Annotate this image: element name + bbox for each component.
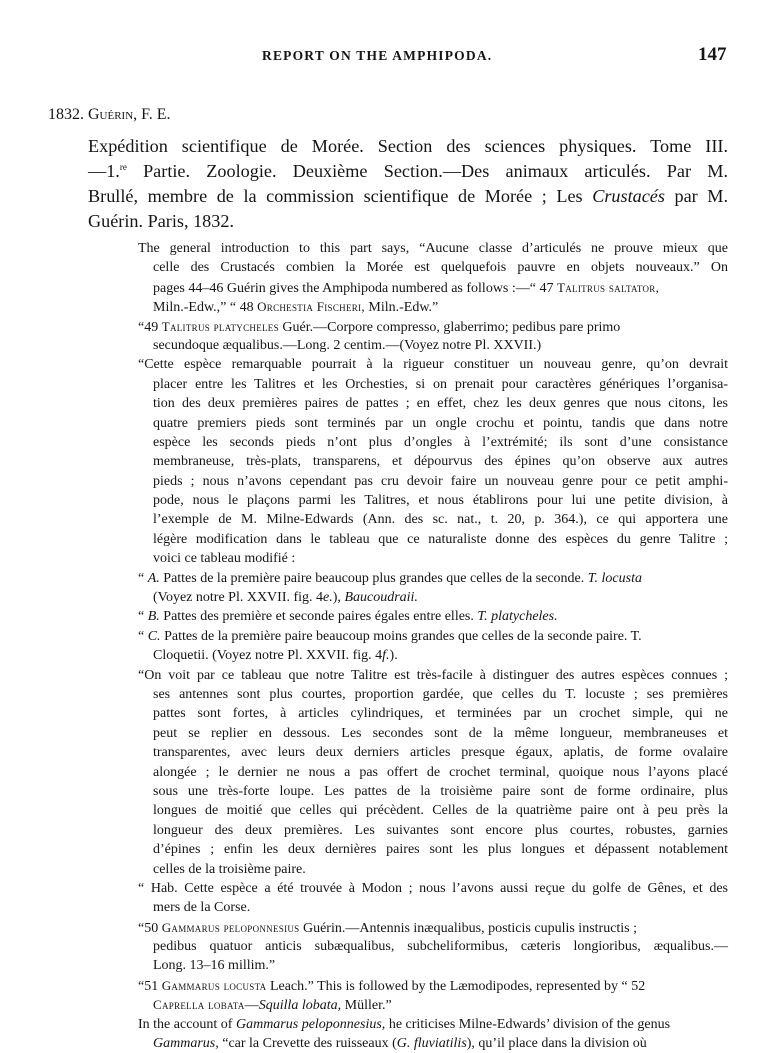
paragraph-description: [138, 355, 728, 568]
species-italic: T. locusta: [587, 570, 642, 586]
text-run: ),: [332, 590, 345, 606]
citation-italic: Crustacés: [592, 186, 665, 206]
species-italic: Gammarus,: [153, 1036, 219, 1052]
paragraph-table-b: [138, 607, 728, 626]
text-line: Long. 13–16 millim.”: [153, 958, 276, 974]
text-line: [138, 1015, 728, 1034]
text-line: légère modification dans le tableau que ce naturaliste donne des espèces du genre Talitre ;: [153, 531, 728, 547]
text-line: l’exemple de M. Milne-Edwards (Ann. des sc. nat., t. 20, p. 364.), ce qui apportera une: [153, 512, 728, 528]
text-line: espèce les seconds pieds n’ont plus d’ongles à l’extrémité; ils sont d’une consistance: [153, 434, 728, 450]
text-run: Guér.—Corpore compresso, glaberrimo; pedibus pare primo: [278, 319, 621, 335]
text-line: longues de moitié que celles qui précèdent. Celles de la quatrième paire ont à peu près la: [153, 803, 728, 819]
text-line: [138, 918, 728, 937]
text-line: secundoque æqualibus.—Long. 2 centim.—(Voyez notre Pl. XXVII.): [153, 337, 542, 353]
citation-block: [88, 134, 728, 234]
text-line: [138, 995, 728, 1014]
paragraph-table-a: [138, 569, 728, 608]
text-run: —: [244, 998, 259, 1014]
citation-line: [88, 184, 728, 209]
text-line: [138, 278, 728, 297]
item-letter: C.: [147, 628, 161, 644]
text-line: [138, 976, 728, 995]
text-run: Leach.” This is followed by the Læmodipodes, represented by “ 52: [266, 978, 646, 994]
entry-heading: [48, 106, 171, 124]
species-italic: G. fluviatilis: [396, 1036, 467, 1052]
text-run: “car la Crevette des ruisseaux (: [218, 1036, 397, 1052]
text-line: peut se replier en dessous. Les secondes sont de la même longueur, membraneuses et: [153, 725, 728, 741]
text-line: d’épines ; enfin les deux dernières paires sont les plus longues et dépassent notablement: [153, 842, 728, 858]
text-run: Cloquetii. (Voyez notre Pl. XXVII. fig. 4: [153, 648, 383, 664]
running-title: REPORT ON THE AMPHIPODA.: [262, 48, 493, 63]
paragraph-entry-50: [138, 918, 728, 976]
species-italic: Baucoudraii.: [344, 590, 418, 606]
text-run: “: [138, 570, 148, 586]
text-run: Miln.-Edw.”: [364, 300, 439, 316]
paragraph-entry-49: [138, 317, 728, 356]
species-name: Talitrus saltator,: [556, 279, 660, 295]
text-line: longueur des deux premières. Les suivantes sont encore plus courtes, robustes, garnies: [153, 822, 728, 838]
citation-text: Brullé, membre de la commission scientifique de Morée ; Les: [88, 186, 593, 206]
text-line: mers de la Corse.: [153, 900, 251, 916]
text-run: Guérin.—Antennis inæqualibus, posticis cupulis instructis ;: [299, 920, 638, 936]
species-name: Gammarus locusta: [161, 977, 267, 993]
text-run: Müller.”: [341, 998, 392, 1014]
species-name: Talitrus platycheles: [161, 318, 279, 334]
figure-letter: e.: [323, 590, 333, 606]
text-line: ses antennes sont plus courtes, proportion gardée, que celles du T. locuste ; ses premières: [153, 686, 728, 702]
figure-letter: f.: [382, 648, 390, 664]
text-line: quatre premiers pieds sont terminés par un ongle crochu et pointu, tandis que dans notre: [153, 415, 728, 431]
text-line: transparentes, avec leurs deux derniers articles presque égaux, aplatis, de forme ovalaire: [153, 745, 728, 761]
text-line: “ Hab. Cette espèce a été trouvée à Modon ; nous l’avons aussi reçue du golfe de Gênes, et des: [138, 880, 728, 896]
text-run: “: [138, 609, 148, 625]
item-letter: A.: [147, 570, 160, 586]
text-line: sous une très-forte loupe. Les pattes de la troisième paire sont de forme ordinaire, plus: [153, 783, 728, 799]
text-run: “51: [138, 978, 162, 994]
text-line: [138, 297, 728, 316]
text-line: celle des Crustacés combien la Morée est quelquefois pauvre en objets nouveaux.” On: [153, 260, 728, 276]
text-line: [138, 569, 728, 588]
citation-superscript: re: [119, 161, 127, 172]
paragraph-entry-51: [138, 976, 728, 1015]
citation-text: —1.: [88, 161, 120, 181]
page-number: 147: [698, 44, 727, 65]
text-line: pedibus quatuor anticis subæqualibus, subcheliformibus, cæteris longioribus, æqualibus.—: [153, 939, 728, 955]
text-line: [138, 1034, 728, 1053]
text-run: Pattes des première et seconde paires égales entre elles.: [159, 609, 478, 625]
text-run: “: [138, 628, 148, 644]
text-line: tion des deux premières paires de pattes ; en effet, chez les deux genres que nous citons, les: [153, 396, 728, 412]
paragraph-criticism: [138, 1015, 728, 1053]
text-run: Miln.-Edw.,” “ 48: [153, 300, 258, 316]
citation-text: par M.: [664, 186, 728, 206]
species-italic: T. platycheles.: [477, 609, 558, 625]
text-run: (Voyez notre Pl. XXVII. fig. 4: [153, 590, 324, 606]
species-name: Gammarus peloponnesius: [161, 919, 300, 935]
text-line: [138, 588, 728, 607]
text-line: pode, nous le plaçons parmi les Talitres, et nous établirons pour lui une petite division, à: [153, 493, 728, 509]
text-line: pattes sont fortes, à articles cylindriques, et terminées par un crochet simple, qui ne: [153, 706, 728, 722]
entry-author: Guérin, F. E.: [88, 106, 171, 123]
text-line: membraneuse, très-plats, transparens, et dépourvus des épines qu’on observe aux autres: [153, 454, 728, 470]
text-line: pieds ; nous n’avons cependant pas cru devoir faire un nouveau genre pour ce petit amphi-: [153, 473, 728, 489]
text-run: ).: [389, 648, 398, 664]
text-run: Pattes de la première paire beaucoup plus grandes que celles de la seconde.: [159, 570, 588, 586]
text-run: he criticises Milne-Edwards’ division of the genus: [385, 1016, 671, 1032]
citation-line: Guérin. Paris, 1832.: [88, 211, 234, 231]
text-line: celles de la troisième paire.: [153, 861, 306, 877]
citation-line: [88, 159, 728, 184]
text-run: Pattes de la première paire beaucoup moins grandes que celles de la seconde paire. T.: [160, 628, 642, 644]
text-line: The general introduction to this part says, “Aucune classe d’articulés ne prouve mieux que: [138, 241, 728, 256]
text-line: [138, 607, 728, 626]
text-line: placer entre les Talitres et les Orchesties, si on prenait pour caractères génériques l’organisa-: [153, 376, 728, 392]
notes-body: [138, 239, 728, 1053]
species-italic: Gammarus peloponnesius,: [235, 1016, 386, 1032]
paragraph-introduction: [138, 239, 728, 317]
text-run: pages 44–46 Guérin gives the Amphipoda numbered as follows :—“ 47: [153, 280, 557, 296]
text-run: “50: [138, 920, 162, 936]
citation-text: Partie. Zoologie. Deuxième Section.—Des animaux articulés. Par M.: [126, 161, 728, 181]
entry-year: 1832.: [48, 106, 84, 123]
text-line: [138, 646, 728, 665]
text-line: [138, 627, 728, 646]
text-line: [138, 317, 728, 336]
citation-line: Expédition scientifique de Morée. Section des sciences physiques. Tome III.: [88, 136, 728, 156]
paragraph-table-c: [138, 627, 728, 666]
species-italic: Squilla lobata,: [258, 998, 342, 1014]
text-line: voici ce tableau modifié :: [153, 551, 296, 567]
paragraph-habitat: [138, 879, 728, 918]
text-line: “Cette espèce remarquable pourrait à la rigueur constituer un nouveau genre, qu’on devrait: [138, 357, 728, 373]
text-run: ), qu’il place dans la division où: [466, 1036, 647, 1052]
text-run: “49: [138, 319, 162, 335]
paragraph-comparison: [138, 666, 728, 879]
text-run: In the account of: [138, 1016, 236, 1032]
text-line: alongée ; le dernier ne nous a pas offert de crochet terminal, quoique nous l’ayons placé: [153, 764, 728, 780]
species-name: Orchestia Fischeri,: [257, 299, 365, 315]
running-header: [0, 44, 776, 68]
item-letter: B.: [147, 609, 160, 625]
species-name: Caprella lobata: [153, 997, 245, 1013]
text-line: “On voit par ce tableau que notre Talitre est très-facile à distinguer des autres espèces connues ;: [138, 667, 728, 683]
